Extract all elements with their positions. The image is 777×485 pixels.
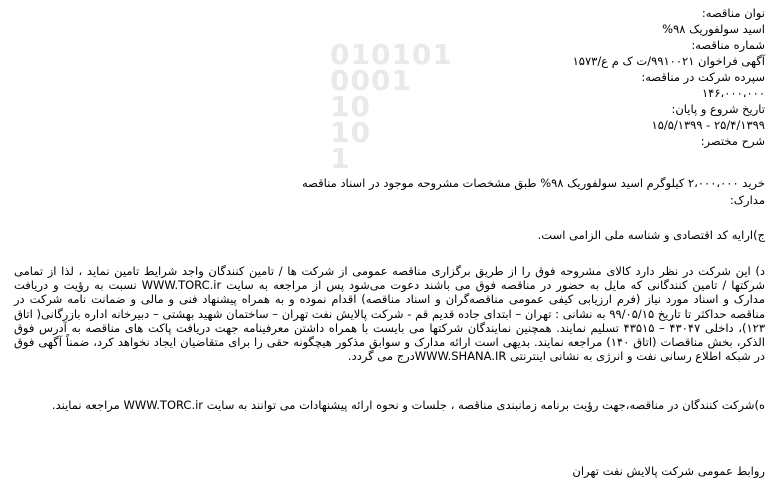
tender-title-label: نوان مناقصه: bbox=[701, 6, 765, 20]
documents-label: مدارک: bbox=[729, 193, 765, 207]
item-h-paragraph: ه)شرکت کنندگان در مناقصه،جهت رؤیت برنامه زمانبندی مناقصه ، جلسات و نحوه ارائه پیشنهادات می توانند به سایت WWW.TORC.ir مراجعه نمایند. bbox=[51, 398, 765, 412]
deposit-label: سپرده شرکت در مناقصه: bbox=[641, 70, 765, 84]
dates-label: تاریخ شروع و پایان: bbox=[671, 102, 765, 116]
deposit-value: ۱۴۶،۰۰۰،۰۰۰ bbox=[701, 86, 765, 100]
item-d-paragraph: د) این شرکت در نظر دارد کالای مشروحه فوق را از طریق برگزاری مناقصه عمومی از شرکت ها / تامین کنندگان واجد شرایط تامین نماید ، لذا از تمامی شرکتها / تامین کنندگانی که مایل به حضور در مناقصه فوق می باشند دعوت می‌شود پس از مراجعه به سایت WWW.TORC.ir نسبت به رؤیت و دریافت مدارک و اسناد مورد نیاز (فرم ارزیابی کیفی عمومی مناقصه‌گران و اسناد مناقصه) اقدام نموده و به همراه پیشنهاد فنی و مالی و ضمانت نامه شرکت در مناقصه حداکثر تا تاریخ ۹۹/۰۵/۱۵ به نشانی : تهران – ابتدای جاده قدیم قم - شرکت پالایش نفت تهران – ساختمان شهید بهشتی – دبیرخانه اداره بازرگانی( اتاق ۱۲۳)، داخلی ۴۳۰۴۷ – ۴۳۵۱۵ تسلیم نمایند. همچنین نمایندگان شرکتها می بایست با همراه داشتن معرفینامه جهت دریافت پاکت های مناقصه به آدرس فوق الذکر، بخش مناقصات (اتاق ۱۴۰) مراجعه نمایند. بدیهی است ارائه مدارک و سوابق مذکور هیچگونه حقی را برای متقاضیان ایجاد نخواهد کرد، ضمناً آگهی فوق در شبکه اطلاع رسانی نفت و انرژی به نشانی اینترنتی WWW.SHANA.IRدرج می گردد. bbox=[14, 264, 766, 364]
item-j-text: ج)ارایه کد اقتصادی و شناسه ملی الزامی است. bbox=[537, 228, 765, 242]
signature-text: روابط عمومی شرکت پالایش نفت تهران bbox=[572, 464, 765, 478]
tender-title-value: اسید سولفوریک ۹۸% bbox=[662, 22, 765, 36]
summary-label: شرح مختصر: bbox=[700, 134, 765, 148]
dates-value: ۲۵/۴/۱۳۹۹ - ۱۵/۵/۱۳۹۹ bbox=[651, 118, 765, 132]
tender-number-value: آگهی فراخوان ۹۹۱۰۰۲۱/ت ک م ع/۱۵۷۳ bbox=[572, 54, 765, 68]
summary-text: خرید ۲،۰۰۰،۰۰۰ کیلوگرم اسید سولفوریک ۹۸% طبق مشخصات مشروحه موجود در اسناد مناقصه bbox=[302, 176, 765, 190]
binary-watermark: 010101 0001 10 10 1 bbox=[330, 38, 453, 175]
tender-number-label: شماره مناقصه: bbox=[691, 38, 765, 52]
